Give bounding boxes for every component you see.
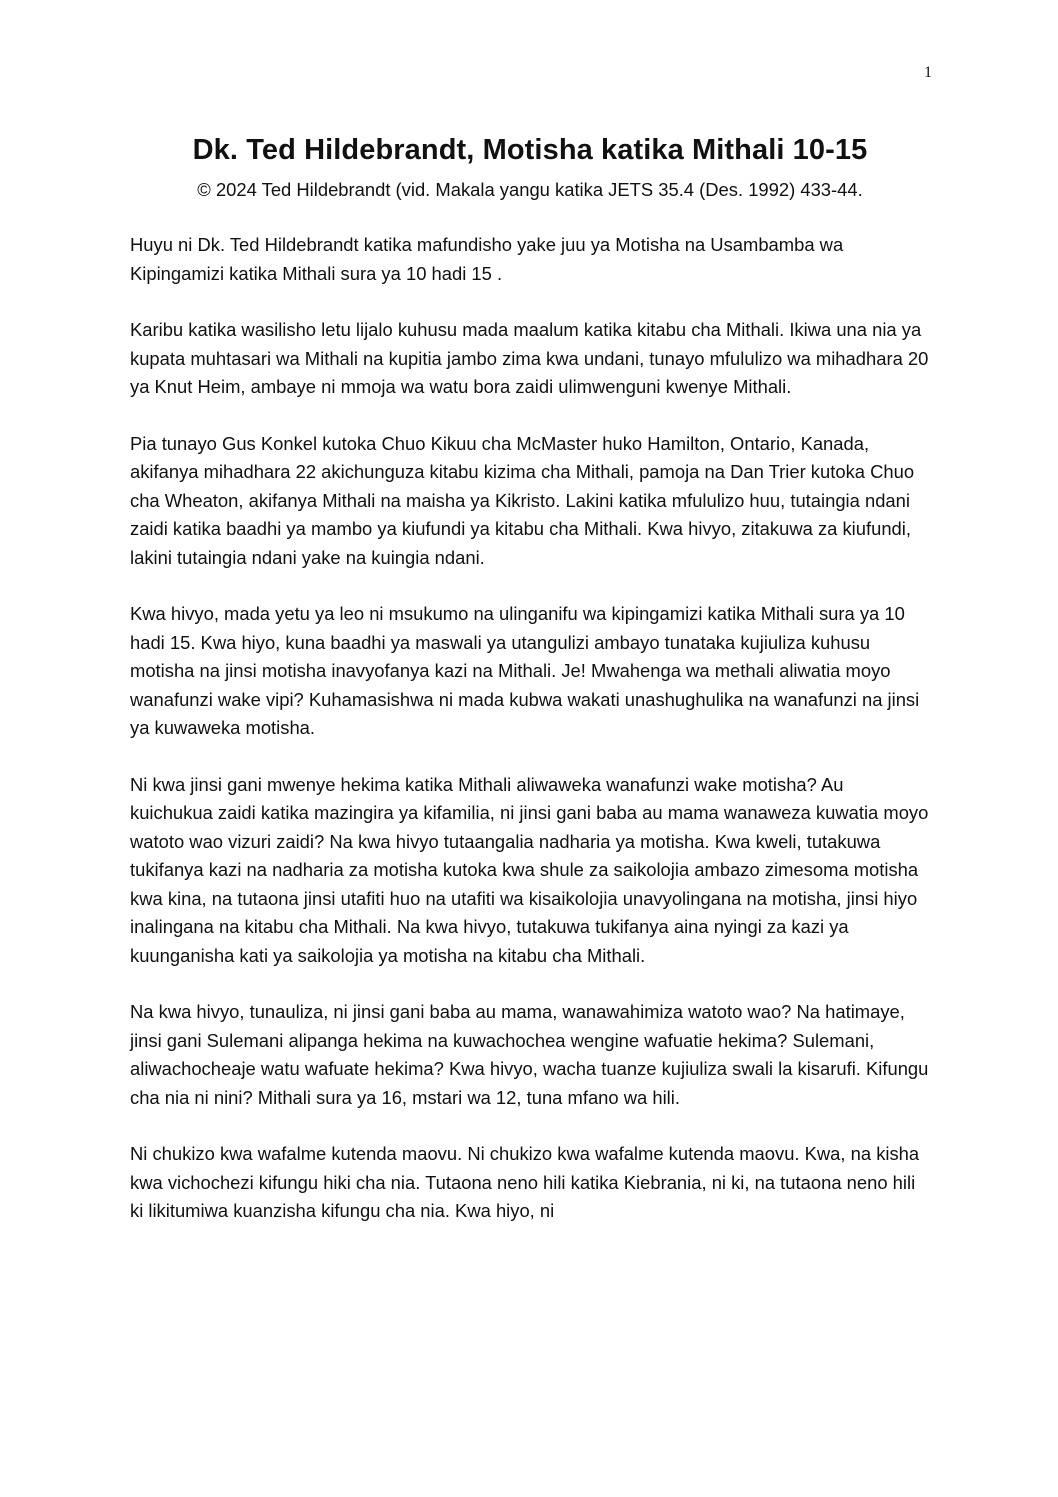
paragraph: Ni kwa jinsi gani mwenye hekima katika Mithali aliwaweka wanafunzi wake motisha? Au kuichukua zaidi katika mazingira ya kifamilia, ni jinsi gani baba au mama wanaweza kuwatia moyo watoto wao vizuri zaidi? Na kwa hivyo tutaangalia nadharia ya motisha. Kwa kweli, tutakuwa tukifanya kazi na nadharia za motisha kutoka kwa shule za saikolojia ambazo zimesoma motisha kwa kina, na tutaona jinsi utafiti huo na utafiti wa kisaikolojia unavyolingana na motisha, jinsi hiyo inalingana na kitabu cha Mithali. Na kwa hivyo, tutakuwa tukifanya aina nyingi za kazi ya kuunganisha kati ya saikolojia ya motisha na kitabu cha Mithali. [130,773,929,966]
copyright-line: © 2024 Ted Hildebrandt (vid. Makala yangu katika JETS 35.4 (Des. 1992) 433-44. [197,179,863,200]
document-content [130,130,930,1254]
document-title: Dk. Ted Hildebrandt, Motisha katika Mithali 10-15 [192,134,868,166]
paragraph: Pia tunayo Gus Konkel kutoka Chuo Kikuu cha McMaster huko Hamilton, Ontario, Kanada, akifanya mihadhara 22 akichunguza kitabu kizima cha Mithali, pamoja na Dan Trier kutoka Chuo cha Wheaton, akifanya Mithali na maisha ya Kikristo. Lakini katika mfululizo huu, tutaingia ndani zaidi katika baadhi ya mambo ya kiufundi ya kitabu cha Mithali. Kwa hivyo, zitakuwa za kiufundi, lakini tutaingia ndani yake na kuingia ndani. [130,432,915,568]
page-number: 1 [924,64,932,81]
paragraph: Kwa hivyo, mada yetu ya leo ni msukumo na ulinganifu wa kipingamizi katika Mithali sura ya 10 hadi 15. Kwa hiyo, kuna baadhi ya maswali ya utangulizi ambayo tunataka kujiuliza kuhusu motisha na jinsi motisha inavyofanya kazi na Mithali. Je! Mwahenga wa methali aliwatia moyo wanafunzi wake vipi? Kuhamasishwa ni mada kubwa wakati unashughulika na wanafunzi na jinsi ya kuwaweka motisha. [130,603,920,738]
paragraph: Ni chukizo kwa wafalme kutenda maovu. Ni chukizo kwa wafalme kutenda maovu. Kwa, na kisha kwa vichochezi kifungu hiki cha nia. Tutaona neno hili katika Kiebrania, ni ki, na tutaona neno hili ki likitumiwa kuanzisha kifungu cha nia. Kwa hiyo, ni [130,1143,920,1221]
body-text [130,231,930,1226]
paragraph: Na kwa hivyo, tunauliza, ni jinsi gani baba au mama, wanawahimiza watoto wao? Na hatimaye, jinsi gani Sulemani alipanga hekima na kuwachochea wengine wafuatie hekima? Sulemani, aliwachocheaje watu wafuate hekima? Kwa hivyo, wacha tuanze kujiuliza swali la kisarufi. Kifungu cha nia ni nini? Mithali sura ya 16, mstari wa 12, tuna mfano wa hili. [130,1001,929,1108]
paragraph: Huyu ni Dk. Ted Hildebrandt katika mafundisho yake juu ya Motisha na Usambamba wa Kipingamizi katika Mithali sura ya 10 hadi 15 . [130,234,844,284]
paragraph: Karibu katika wasilisho letu lijalo kuhusu mada maalum katika kitabu cha Mithali. Ikiwa una nia ya kupata muhtasari wa Mithali na kupitia jambo zima kwa undani, tunayo mfululizo wa mihadhara 20 ya Knut Heim, ambaye ni mmoja wa watu bora zaidi ulimwenguni kwenye Mithali. [130,319,929,397]
